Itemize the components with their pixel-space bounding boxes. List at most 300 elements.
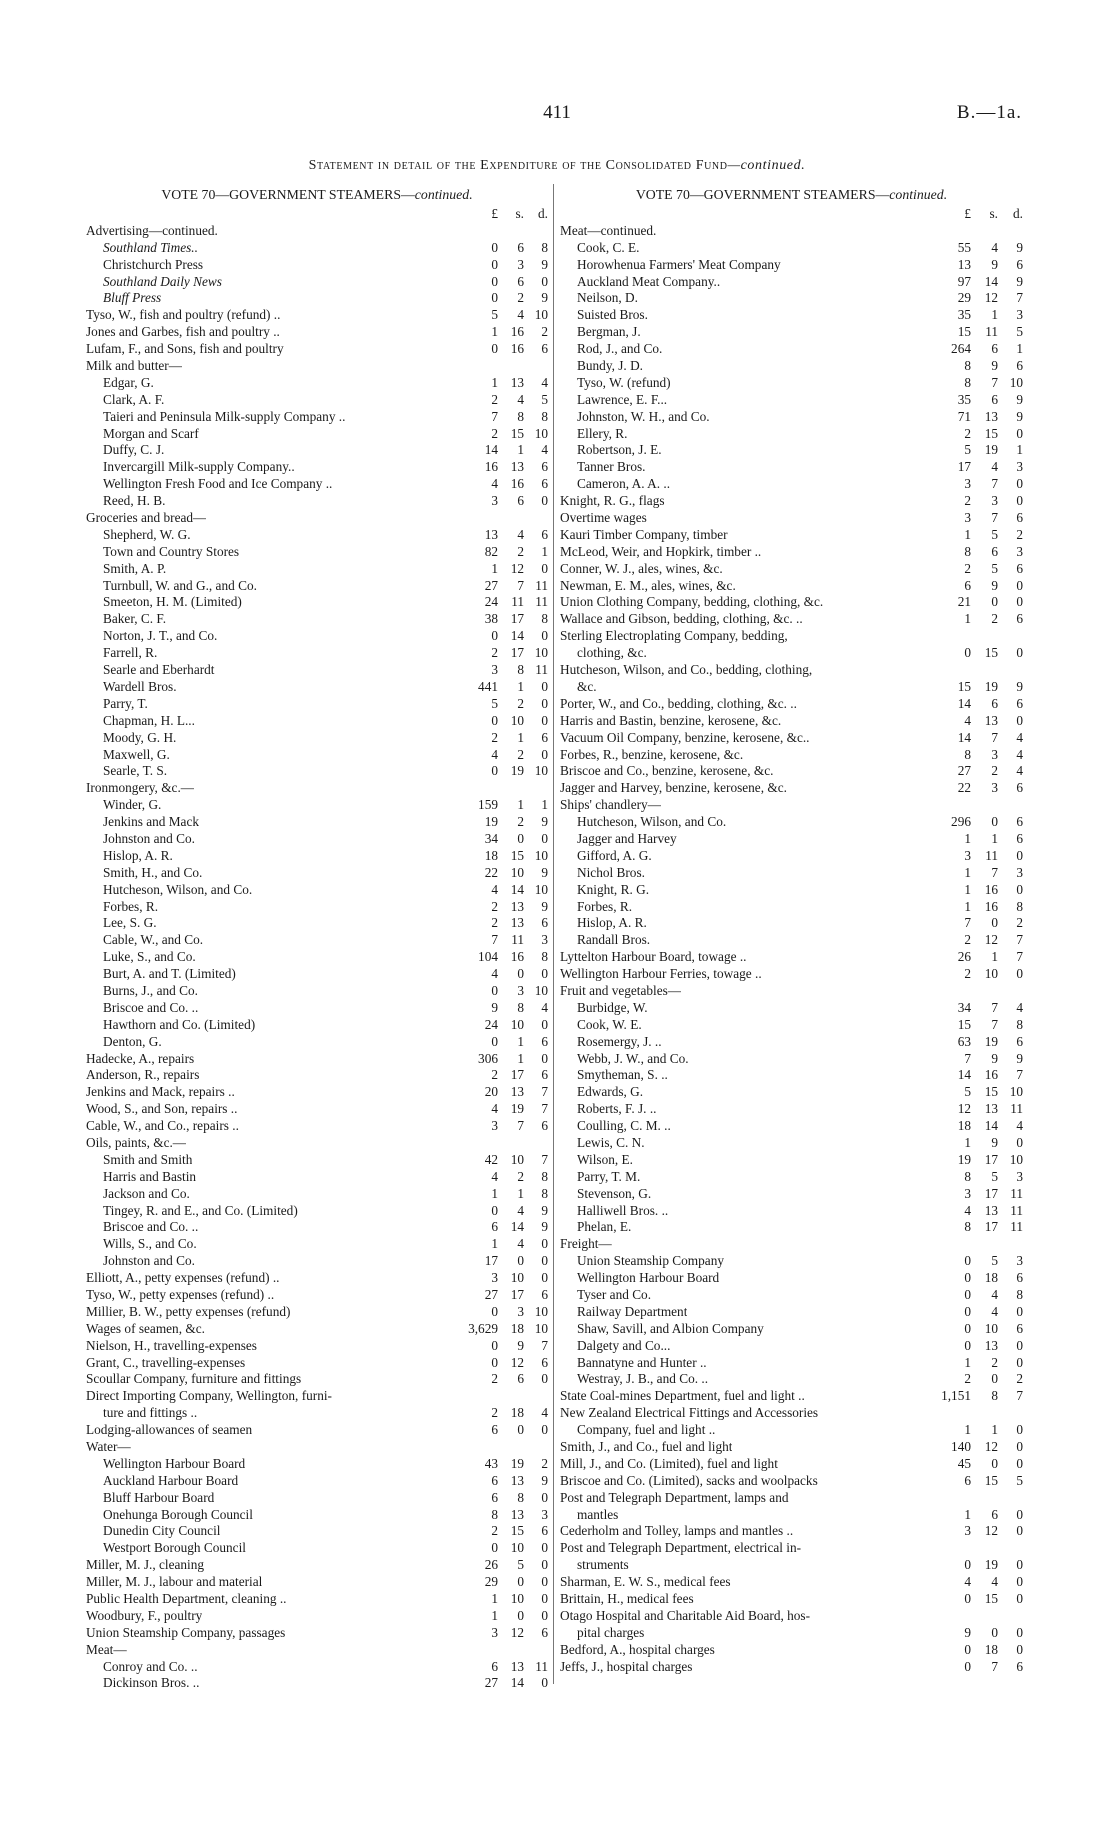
ledger-row xyxy=(560,375,1023,392)
amount-shillings: 0 xyxy=(517,830,524,846)
amount-pounds: 13 xyxy=(957,256,971,272)
amount-pence: 9 xyxy=(1016,239,1023,255)
amount-pence: 8 xyxy=(541,1168,548,1184)
amount-pounds: 8 xyxy=(964,1168,971,1184)
ledger-row xyxy=(86,1067,548,1084)
entry-label: Norton, J. T., and Co. xyxy=(103,628,218,644)
amount-pounds: 8 xyxy=(964,358,971,374)
amount-pence: d. xyxy=(1013,206,1023,221)
left-column xyxy=(86,184,548,1692)
amount-pence: 7 xyxy=(1016,290,1023,306)
amount-pence: 10 xyxy=(534,307,548,323)
right-column xyxy=(560,184,1023,1675)
amount-shillings: 7 xyxy=(991,510,998,526)
entry-label: Searle, T. S. xyxy=(103,763,168,779)
entry-label: Edgar, G. xyxy=(103,374,154,390)
ledger-row xyxy=(560,611,1023,628)
amount-pence: 0 xyxy=(1016,1591,1023,1607)
entry-label: Brittain, H., medical fees xyxy=(560,1591,694,1607)
amount-shillings: 0 xyxy=(517,1253,524,1269)
amount-shillings: 17 xyxy=(510,1287,524,1302)
ledger-row xyxy=(86,1557,548,1574)
amount-pounds: 159 xyxy=(478,797,498,813)
amount-pence: 8 xyxy=(541,408,548,424)
amount-pounds: 1 xyxy=(491,1185,498,1201)
amount-shillings: 6 xyxy=(517,493,524,509)
entry-label: Wellington Harbour Ferries, towage .. xyxy=(560,966,762,982)
ledger-row xyxy=(86,561,548,578)
amount-shillings: 16 xyxy=(510,324,524,340)
ledger-row xyxy=(86,1017,548,1034)
amount-pence: 6 xyxy=(1016,695,1023,711)
ledger-row xyxy=(86,1473,548,1490)
amount-pounds: 1 xyxy=(964,526,971,542)
amount-shillings: 7 xyxy=(991,374,998,390)
entry-label: Public Health Department, cleaning .. xyxy=(86,1591,287,1607)
amount-shillings: 13 xyxy=(510,1472,524,1488)
amount-shillings: 1 xyxy=(517,442,524,458)
entry-label: Harris and Bastin, benzine, kerosene, &c. xyxy=(560,712,782,728)
ledger-row xyxy=(86,1135,548,1152)
entry-label: Auckland Meat Company.. xyxy=(577,273,721,289)
amount-shillings: 12 xyxy=(510,560,524,576)
amount-shillings: 17 xyxy=(984,1151,998,1167)
amount-pence: 6 xyxy=(541,476,548,492)
entry-label: Hutcheson, Wilson, and Co. xyxy=(103,881,253,897)
entry-label: Knight, R. G., flags xyxy=(560,493,665,509)
entry-label: Tanner Bros. xyxy=(577,459,646,475)
entry-label: Phelan, E. xyxy=(577,1219,632,1235)
amount-pence: 3 xyxy=(541,1506,548,1522)
ledger-row xyxy=(560,1659,1023,1676)
amount-pounds: 14 xyxy=(484,442,498,458)
ledger-row xyxy=(86,1675,548,1692)
amount-pounds: 3 xyxy=(964,1185,971,1201)
ledger-row xyxy=(86,932,548,949)
amount-shillings: 6 xyxy=(991,341,998,357)
amount-pounds: 18 xyxy=(484,847,498,863)
ledger-row xyxy=(560,1591,1023,1608)
amount-pounds: 6 xyxy=(491,1489,498,1505)
amount-pounds: 3,629 xyxy=(468,1320,498,1336)
amount-pounds: 0 xyxy=(491,341,498,357)
amount-pence: 9 xyxy=(541,814,548,830)
entry-label: Vacuum Oil Company, benzine, kerosene, &c.. xyxy=(560,729,810,745)
amount-pounds: 24 xyxy=(484,1016,498,1032)
entry-label: Shaw, Savill, and Albion Company xyxy=(577,1320,764,1336)
ledger-row xyxy=(560,932,1023,949)
ledger-row xyxy=(560,814,1023,831)
amount-pence: 0 xyxy=(541,1574,548,1590)
amount-pence: 8 xyxy=(541,239,548,255)
amount-pence: 3 xyxy=(1016,864,1023,880)
amount-pence: 0 xyxy=(541,1540,548,1556)
ledger-row xyxy=(86,915,548,932)
amount-pence: 10 xyxy=(534,847,548,863)
amount-pounds: 0 xyxy=(964,1270,971,1286)
amount-pence: 10 xyxy=(534,881,548,897)
ledger-row xyxy=(86,1523,548,1540)
ledger-row xyxy=(560,1608,1023,1625)
amount-pounds: 0 xyxy=(964,1303,971,1319)
amount-pounds: 26 xyxy=(484,1557,498,1573)
amount-pounds: 1 xyxy=(491,560,498,576)
amount-shillings: 4 xyxy=(517,526,524,542)
amount-shillings: 2 xyxy=(517,543,524,559)
amount-pence: 11 xyxy=(1010,1101,1023,1117)
amount-shillings: 6 xyxy=(517,239,524,255)
entry-label: Searle and Eberhardt xyxy=(103,662,215,678)
entry-label: Webb, J. W., and Co. xyxy=(577,1050,689,1066)
amount-pence: 11 xyxy=(1010,1202,1023,1218)
entry-label: Johnston and Co. xyxy=(103,830,195,846)
ledger-row xyxy=(86,1405,548,1422)
ledger-row xyxy=(560,223,1023,240)
amount-pounds: 2 xyxy=(491,391,498,407)
entry-label: Briscoe and Co. (Limited), sacks and woolpacks xyxy=(560,1472,818,1488)
amount-pounds: 2 xyxy=(964,1371,971,1387)
entry-label: Nielson, H., travelling-expenses xyxy=(86,1337,257,1353)
amount-shillings: 1 xyxy=(517,1033,524,1049)
ledger-row xyxy=(560,1574,1023,1591)
entry-label: Forbes, R. xyxy=(103,898,159,914)
ledger-row xyxy=(86,747,548,764)
amount-pence: 0 xyxy=(541,1422,548,1438)
amount-pence: 10 xyxy=(534,982,548,998)
amount-shillings: 2 xyxy=(517,695,524,711)
ledger-row xyxy=(560,1321,1023,1338)
amount-pence: 0 xyxy=(541,1675,548,1691)
ledger-row xyxy=(86,358,548,375)
ledger-row xyxy=(86,1270,548,1287)
entry-label: Johnston and Co. xyxy=(103,1253,195,1269)
entry-label: Westport Borough Council xyxy=(103,1540,246,1556)
amount-pence: 0 xyxy=(1016,712,1023,728)
amount-shillings: 13 xyxy=(510,1658,524,1674)
amount-shillings: 15 xyxy=(510,425,524,441)
ledger-row xyxy=(560,1219,1023,1236)
entry-label: mantles xyxy=(577,1506,619,1522)
caption-suffix: —continued. xyxy=(727,158,806,173)
entry-label: Briscoe and Co. .. xyxy=(103,999,199,1015)
ledger-row xyxy=(560,307,1023,324)
amount-shillings: 7 xyxy=(517,577,524,593)
amount-pounds: 14 xyxy=(957,729,971,745)
entry-label: Dickinson Bros. .. xyxy=(103,1675,200,1691)
entry-label: Farrell, R. xyxy=(103,645,158,661)
entry-label: Cederholm and Tolley, lamps and mantles .. xyxy=(560,1523,794,1539)
ledger-row xyxy=(560,1118,1023,1135)
amount-pounds: 29 xyxy=(484,1574,498,1590)
amount-shillings: 8 xyxy=(517,1489,524,1505)
entry-label: Jackson and Co. xyxy=(103,1185,190,1201)
amount-pounds: 7 xyxy=(491,932,498,948)
amount-pounds: 3 xyxy=(491,1270,498,1286)
ledger-row xyxy=(560,1203,1023,1220)
amount-pounds: 4 xyxy=(491,476,498,492)
ledger-row xyxy=(86,679,548,696)
amount-shillings: 5 xyxy=(517,1557,524,1573)
amount-shillings: 10 xyxy=(510,1540,524,1556)
ledger-row xyxy=(86,459,548,476)
amount-pence: 0 xyxy=(1016,493,1023,509)
amount-shillings: 1 xyxy=(991,830,998,846)
amount-pence: 6 xyxy=(541,729,548,745)
amount-shillings: 18 xyxy=(984,1641,998,1657)
amount-shillings: 3 xyxy=(991,780,998,796)
amount-pence: 0 xyxy=(1016,1439,1023,1455)
ledger-row xyxy=(86,983,548,1000)
amount-pounds: 3 xyxy=(964,510,971,526)
ledger-row xyxy=(560,1101,1023,1118)
ledger-row xyxy=(560,797,1023,814)
amount-pence: 10 xyxy=(534,1303,548,1319)
amount-pence: 0 xyxy=(541,1050,548,1066)
amount-shillings: 4 xyxy=(991,459,998,475)
ledger-row xyxy=(560,899,1023,916)
ledger-row xyxy=(86,392,548,409)
amount-shillings: 3 xyxy=(517,1303,524,1319)
entry-label: Woodbury, F., poultry xyxy=(86,1607,203,1623)
amount-pence: 6 xyxy=(1016,611,1023,627)
amount-pence: 6 xyxy=(541,1354,548,1370)
entry-label: pital charges xyxy=(577,1624,645,1640)
entry-label: Lee, S. G. xyxy=(103,915,157,931)
ledger-row xyxy=(86,763,548,780)
amount-pence: 11 xyxy=(535,662,548,678)
entry-label: Anderson, R., repairs xyxy=(86,1067,200,1083)
entry-label: Wardell Bros. xyxy=(103,678,177,694)
amount-pence: 1 xyxy=(1016,341,1023,357)
amount-pounds: 1 xyxy=(491,1236,498,1252)
amount-pounds: 27 xyxy=(484,1287,498,1302)
entry-label: Conner, W. J., ales, wines, &c. xyxy=(560,560,723,576)
amount-pounds: 1 xyxy=(964,898,971,914)
amount-pence: 0 xyxy=(541,628,548,644)
amount-shillings: 10 xyxy=(984,966,998,982)
amount-shillings: 2 xyxy=(991,763,998,779)
amount-pounds: 3 xyxy=(491,662,498,678)
ledger-row xyxy=(86,628,548,645)
amount-pounds: 27 xyxy=(957,763,971,779)
amount-pounds: 0 xyxy=(491,256,498,272)
entry-label: Bannatyne and Hunter .. xyxy=(577,1354,707,1370)
entry-label: Tyser and Co. xyxy=(577,1287,652,1302)
amount-pounds: 2 xyxy=(491,645,498,661)
amount-shillings: 15 xyxy=(984,645,998,661)
amount-pence: 5 xyxy=(541,391,548,407)
amount-shillings: 1 xyxy=(517,797,524,813)
amount-pence: 8 xyxy=(1016,1287,1023,1302)
amount-shillings: 6 xyxy=(991,1506,998,1522)
ledger-row xyxy=(560,966,1023,983)
amount-pence: 7 xyxy=(541,1084,548,1100)
ledger-row xyxy=(560,1456,1023,1473)
amount-shillings: 17 xyxy=(510,645,524,661)
ledger-row xyxy=(560,476,1023,493)
amount-pounds: 0 xyxy=(964,1557,971,1573)
amount-shillings: 13 xyxy=(510,1084,524,1100)
amount-shillings: 4 xyxy=(991,1303,998,1319)
ledger-row xyxy=(560,1473,1023,1490)
amount-pounds: 0 xyxy=(491,1303,498,1319)
amount-pounds: 2 xyxy=(964,560,971,576)
entry-label: Water— xyxy=(86,1439,131,1455)
ledger-row xyxy=(560,1135,1023,1152)
amount-shillings: 1 xyxy=(517,729,524,745)
amount-shillings: 3 xyxy=(517,256,524,272)
amount-shillings: 16 xyxy=(984,881,998,897)
amount-shillings: 0 xyxy=(991,594,998,610)
entry-label: Jones and Garbes, fish and poultry .. xyxy=(86,324,280,340)
ledger-row xyxy=(86,730,548,747)
entry-label: Wilson, E. xyxy=(577,1151,633,1167)
amount-pence: 4 xyxy=(541,374,548,390)
amount-pence: 2 xyxy=(1016,1371,1023,1387)
ledger-row xyxy=(560,1270,1023,1287)
amount-shillings: 19 xyxy=(510,1455,524,1471)
amount-pence: 0 xyxy=(1016,1337,1023,1353)
left-heading-cont: continued. xyxy=(414,187,473,202)
amount-shillings: 10 xyxy=(510,864,524,880)
amount-pounds: 5 xyxy=(491,307,498,323)
amount-pence: 0 xyxy=(1016,1523,1023,1539)
ledger-row xyxy=(86,1304,548,1321)
amount-shillings: 12 xyxy=(984,932,998,948)
amount-shillings: 18 xyxy=(984,1270,998,1286)
ledger-row xyxy=(86,1203,548,1220)
amount-pounds: 20 xyxy=(484,1084,498,1100)
ledger-row xyxy=(86,1642,548,1659)
amount-pence: 9 xyxy=(1016,678,1023,694)
entry-label: Auckland Harbour Board xyxy=(103,1472,239,1488)
ledger-row xyxy=(560,493,1023,510)
amount-pence: 10 xyxy=(534,763,548,779)
amount-shillings: 13 xyxy=(984,712,998,728)
amount-pounds: 3 xyxy=(964,1523,971,1539)
amount-shillings: 1 xyxy=(517,1185,524,1201)
amount-shillings: 1 xyxy=(991,1422,998,1438)
amount-shillings: 6 xyxy=(517,273,524,289)
amount-pounds: 2 xyxy=(491,425,498,441)
amount-pence: 0 xyxy=(541,1270,548,1286)
amount-shillings: 14 xyxy=(510,628,524,644)
amount-pounds: 296 xyxy=(951,814,971,830)
amount-pence: 6 xyxy=(541,526,548,542)
entry-label: Milk and butter— xyxy=(86,358,183,374)
ledger-row xyxy=(86,341,548,358)
amount-shillings: 15 xyxy=(510,1523,524,1539)
amount-pounds: 24 xyxy=(484,594,498,610)
ledger-row xyxy=(86,1000,548,1017)
entry-label: Ironmongery, &c.— xyxy=(86,780,195,796)
amount-shillings: 13 xyxy=(984,1337,998,1353)
amount-shillings: 14 xyxy=(510,1219,524,1235)
entry-label: Morgan and Scarf xyxy=(103,425,199,441)
entry-label: Lodging-allowances of seamen xyxy=(86,1422,253,1438)
amount-pounds: 0 xyxy=(964,1591,971,1607)
amount-shillings: 3 xyxy=(991,746,998,762)
amount-shillings: 9 xyxy=(991,577,998,593)
amount-pounds: 18 xyxy=(957,1118,971,1134)
amount-pounds: 6 xyxy=(491,1219,498,1235)
entry-label: Ships' chandlery— xyxy=(560,797,661,813)
entry-label: Winder, G. xyxy=(103,797,162,813)
entry-label: Freight— xyxy=(560,1236,612,1252)
entry-label: Hadecke, A., repairs xyxy=(86,1050,195,1066)
amount-shillings: 19 xyxy=(510,763,524,779)
amount-pounds: 8 xyxy=(964,746,971,762)
amount-shillings: 7 xyxy=(991,729,998,745)
entry-label: Mill, J., and Co. (Limited), fuel and light xyxy=(560,1455,778,1471)
statement-caption xyxy=(0,158,1114,174)
amount-shillings: 6 xyxy=(991,695,998,711)
ledger-row xyxy=(86,1084,548,1101)
amount-shillings: 9 xyxy=(991,1134,998,1150)
amount-shillings: 4 xyxy=(517,1202,524,1218)
amount-pence: 6 xyxy=(1016,1270,1023,1286)
ledger-row xyxy=(560,747,1023,764)
amount-pence: 9 xyxy=(541,1472,548,1488)
ledger-row xyxy=(86,797,548,814)
amount-pence: 0 xyxy=(541,695,548,711)
amount-shillings: 12 xyxy=(510,1354,524,1370)
amount-pence: 0 xyxy=(1016,1303,1023,1319)
amount-pounds: 0 xyxy=(491,239,498,255)
amount-shillings: 14 xyxy=(984,1118,998,1134)
amount-pounds: 4 xyxy=(964,1202,971,1218)
ledger-row xyxy=(560,1000,1023,1017)
entry-label: Tingey, R. and E., and Co. (Limited) xyxy=(103,1202,298,1218)
amount-pence: 1 xyxy=(541,797,548,813)
amount-pounds: 6 xyxy=(491,1422,498,1438)
amount-pounds: 8 xyxy=(491,1506,498,1522)
amount-pounds: 43 xyxy=(484,1455,498,1471)
right-expenditure-list xyxy=(560,206,1023,1675)
amount-shillings: 12 xyxy=(984,290,998,306)
amount-pence: 0 xyxy=(541,746,548,762)
right-heading-cont: continued. xyxy=(889,187,948,202)
amount-pounds: 27 xyxy=(484,1675,498,1691)
amount-pounds: 1 xyxy=(964,1134,971,1150)
amount-pounds: 2 xyxy=(491,1523,498,1539)
amount-shillings: 1 xyxy=(517,678,524,694)
ledger-row xyxy=(560,1084,1023,1101)
entry-label: Roberts, F. J. .. xyxy=(577,1101,657,1117)
amount-pounds: 71 xyxy=(957,408,971,424)
entry-label: Kauri Timber Company, timber xyxy=(560,526,728,542)
amount-pounds: 0 xyxy=(491,1033,498,1049)
ledger-row xyxy=(560,1557,1023,1574)
entry-label: Dunedin City Council xyxy=(103,1523,221,1539)
amount-pounds: 15 xyxy=(957,1016,971,1032)
amount-pence: 0 xyxy=(541,712,548,728)
ledger-row xyxy=(560,578,1023,595)
amount-shillings: 15 xyxy=(984,1472,998,1488)
amount-pounds: 8 xyxy=(964,543,971,559)
ledger-row xyxy=(560,1439,1023,1456)
ledger-row xyxy=(560,949,1023,966)
entry-label: Wills, S., and Co. xyxy=(103,1236,197,1252)
ledger-row xyxy=(560,882,1023,899)
amount-pence: 9 xyxy=(1016,273,1023,289)
amount-pounds: 0 xyxy=(491,712,498,728)
entry-label: Otago Hospital and Charitable Aid Board, hos- xyxy=(560,1607,811,1623)
amount-pounds: £ xyxy=(964,206,971,221)
amount-shillings: 7 xyxy=(991,864,998,880)
amount-shillings: 8 xyxy=(517,999,524,1015)
amount-shillings: 9 xyxy=(991,256,998,272)
